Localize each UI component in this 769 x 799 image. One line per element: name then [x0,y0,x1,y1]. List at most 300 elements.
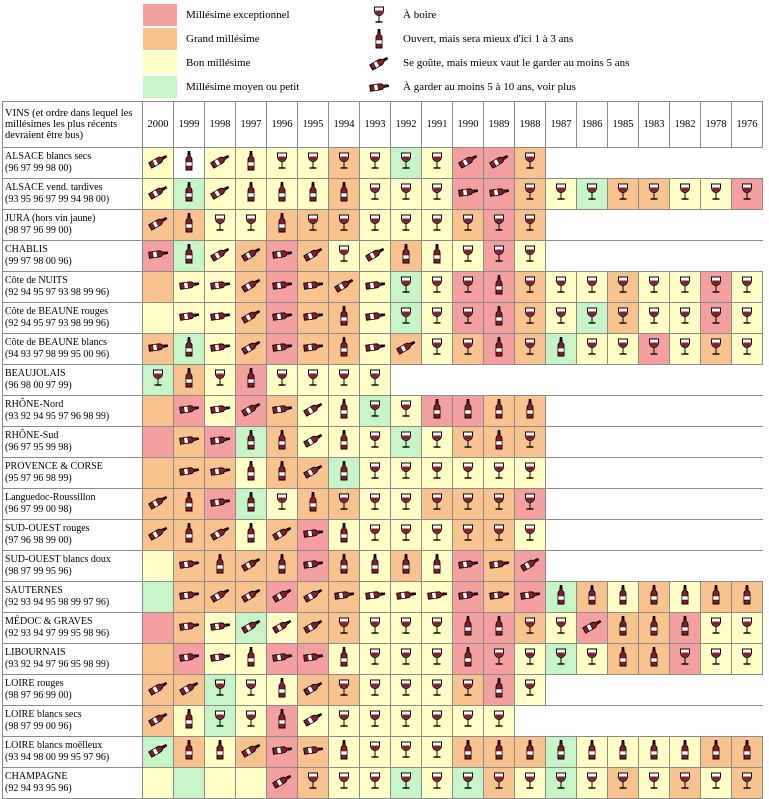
empty-cell [608,396,639,427]
vintage-cell-1995 [298,737,329,768]
bottle-upright-icon [742,739,752,761]
bottle-lying-icon [208,337,232,357]
table-row [3,334,763,365]
bottle-lying-icon [332,585,356,605]
bottle-upright-icon [680,584,690,606]
legend-moyen [143,76,299,98]
bottle-lying-icon [270,647,294,667]
region-cell [3,768,143,799]
glass-icon [741,276,753,294]
empty-cell [701,458,732,489]
vintage-cell-1999 [174,737,205,768]
vintage-cell-1978 [701,737,732,768]
bottle-upright-icon [494,739,504,761]
bottle-lying-icon [270,244,294,264]
glass-icon [679,307,691,325]
legend-label: Millésime exceptionnel [186,9,290,21]
vintage-cell-1989 [484,644,515,675]
glass-icon [400,741,412,759]
glass-icon [741,183,753,201]
region-cell [3,179,143,210]
vintage-cell-1988 [515,334,546,365]
glass-icon [555,276,567,294]
vintage-cell-1998 [205,179,236,210]
region-order: (96 97 99 98 00) [5,163,72,174]
region-cell [3,241,143,272]
empty-cell [701,520,732,551]
vintage-cell-1989 [484,675,515,706]
vintage-cell-1993 [360,582,391,613]
bottle-tilted-icon [270,616,294,636]
region-cell [3,737,143,768]
bottle-tilted-icon [487,151,511,171]
bottle-upright-icon [649,739,659,761]
bottle-upright-icon [618,739,628,761]
bottle-upright-icon [494,336,504,358]
bottle-upright-icon [649,584,659,606]
table-row [3,737,763,768]
vintage-cell-1985 [608,303,639,334]
empty-cell [577,427,608,458]
vintage-cell-1991 [422,582,453,613]
vintage-cell-1988 [515,644,546,675]
bottle-upright-icon [649,615,659,637]
empty-cell [577,706,608,737]
glass-icon [400,152,412,170]
vintage-cell-1987 [546,737,577,768]
vintage-cell-1986 [577,768,608,799]
empty-cell [577,241,608,272]
vintage-cell-1996 [267,706,298,737]
vintage-cell-2000 [143,582,174,613]
bottle-lying-icon [301,554,325,574]
vintage-cell-1993 [360,551,391,582]
empty-cell [732,520,763,551]
vintage-cell-1983 [639,644,670,675]
vintage-cell-1999 [174,179,205,210]
vintage-cell-1995 [298,179,329,210]
year-header-1982: 1982 [670,102,701,148]
empty-cell [639,365,670,396]
bottle-lying-icon [487,585,511,605]
year-header-1998: 1998 [205,102,236,148]
bottle-tilted-icon [146,709,170,729]
glass-icon [679,648,691,666]
bottle-upright-icon [277,677,287,699]
bottle-upright-icon [277,212,287,234]
bottle-tilted-icon [146,151,170,171]
region-cell [3,148,143,179]
glass-icon [586,183,598,201]
bottle-upright-icon [246,646,256,668]
glass-icon [493,245,505,263]
glass-icon [524,772,536,790]
vintage-cell-1994 [329,551,360,582]
glass-icon [400,214,412,232]
region-name: Côte de BEAUNE rouges [5,306,109,317]
legend-bon [143,52,250,74]
vintage-cell-1991 [422,551,453,582]
vintage-cell-1995 [298,458,329,489]
empty-cell [701,148,732,179]
vintage-cell-1990 [453,737,484,768]
vintage-cell-1989 [484,551,515,582]
glass-icon [400,307,412,325]
vintage-cell-1994 [329,582,360,613]
bottle-upright-icon [587,739,597,761]
vintage-cell-1994 [329,365,360,396]
bottle-tilted-icon [146,740,170,760]
empty-cell [577,551,608,582]
bottle-lying-icon [208,492,232,512]
vintage-cell-1993 [360,241,391,272]
vintage-cell-1997 [236,768,267,799]
empty-cell [670,551,701,582]
glass-icon [400,462,412,480]
year-header-1988: 1988 [515,102,546,148]
legend-label: Bon millésime [186,57,251,69]
bottle-tilted-icon [456,151,480,171]
region-name: SAUTERNES [5,585,63,596]
glass-icon [586,338,598,356]
glass-icon [493,214,505,232]
region-name: RHÔNE-Nord [5,399,64,410]
vintage-cell-1995 [298,520,329,551]
bottle-lying-icon [146,337,170,357]
vintage-cell-2000 [143,737,174,768]
vintage-cell-1993 [360,675,391,706]
vintage-cell-1989 [484,706,515,737]
vintage-cell-1996 [267,489,298,520]
vintage-cell-1987 [546,582,577,613]
vintage-cell-1994 [329,613,360,644]
vintage-cell-1997 [236,210,267,241]
vintage-cell-1988 [515,613,546,644]
empty-cell [391,365,422,396]
bottle-lying-icon [177,647,201,667]
vintage-cell-1976 [732,613,763,644]
vintage-cell-1998 [205,489,236,520]
glass-icon [586,648,598,666]
vintage-cell-1991 [422,303,453,334]
vintage-cell-1994 [329,241,360,272]
vintage-cell-1999 [174,551,205,582]
vintage-cell-1976 [732,179,763,210]
vintage-cell-1995 [298,768,329,799]
vintage-cell-1985 [608,179,639,210]
bottle-lying-icon [270,306,294,326]
empty-cell [608,365,639,396]
year-header-1996: 1996 [267,102,298,148]
vintage-cell-1999 [174,675,205,706]
vintage-cell-2000 [143,148,174,179]
glass-icon [307,369,319,387]
vintage-cell-1982 [670,272,701,303]
vintage-cell-1994 [329,458,360,489]
glass-icon [338,152,350,170]
vintage-cell-1999 [174,396,205,427]
vintage-cell-1988 [515,303,546,334]
glass-icon [741,648,753,666]
glass-icon [679,338,691,356]
glass-icon [307,152,319,170]
bottle-lying-icon [365,76,393,98]
vintage-cell-1997 [236,706,267,737]
vintage-cell-1992 [391,489,422,520]
bottle-tilted-icon [394,337,418,357]
glass-icon [648,772,660,790]
bottle-tilted-icon [239,275,263,295]
glass-icon [400,617,412,635]
vintage-cell-1991 [422,427,453,458]
bottle-lying-icon [363,337,387,357]
year-header-1987: 1987 [546,102,577,148]
glass-icon [369,462,381,480]
region-order: (92 93 94 97 99 95 98 96) [5,628,110,639]
vintage-cell-1994 [329,396,360,427]
region-order: (92 93 94 95 98 99 97 96) [5,597,110,608]
glass-icon [369,741,381,759]
vintage-cell-1994 [329,489,360,520]
glass-icon [338,679,350,697]
bottle-upright-icon [184,212,194,234]
legend-label: À garder au moins 5 à 10 ans, voir plus [403,81,576,93]
empty-cell [577,489,608,520]
glass-icon [710,276,722,294]
empty-cell [639,675,670,706]
bottle-upright-icon [308,181,318,203]
vintage-cell-1987 [546,179,577,210]
empty-cell [484,365,515,396]
region-order: (96 98 00 97 99) [5,380,72,391]
vintage-cell-1993 [360,644,391,675]
table-row [3,644,763,675]
glass-icon [524,462,536,480]
bottle-tilted-icon [580,616,604,636]
region-name: MÉDOC & GRAVES [5,616,93,627]
vintage-cell-1996 [267,613,298,644]
glass-icon [214,679,226,697]
vintage-cell-1989 [484,458,515,489]
vintage-cell-1991 [422,489,453,520]
glass-icon [710,338,722,356]
bottle-upright-icon [339,398,349,420]
empty-cell [546,210,577,241]
vintage-cell-2000 [143,644,174,675]
vintage-cell-1989 [484,272,515,303]
vintage-cell-1990 [453,427,484,458]
year-header-1989: 1989 [484,102,515,148]
header-vins: VINS (et ordre dans lequel les millésimes les plus récents devraient être bus) [3,102,143,148]
vintage-cell-1986 [577,334,608,365]
vintage-cell-1987 [546,613,577,644]
bottle-upright-icon [494,274,504,296]
vintage-cell-1994 [329,427,360,458]
table-row [3,272,763,303]
glass-icon [431,741,443,759]
region-name: BEAUJOLAIS [5,368,66,379]
bottle-upright-icon [556,739,566,761]
empty-cell [732,241,763,272]
vintage-cell-1997 [236,303,267,334]
vintage-cell-1987 [546,303,577,334]
vintage-cell-1986 [577,179,608,210]
region-cell [3,520,143,551]
vintage-cell-1998 [205,396,236,427]
glass-icon [462,679,474,697]
vintage-cell-1995 [298,241,329,272]
table-row [3,458,763,489]
vintage-cell-1988 [515,272,546,303]
vintage-cell-1988 [515,458,546,489]
bottle-tilted-icon [146,213,170,233]
glass-icon [679,772,691,790]
vintage-cell-1989 [484,613,515,644]
bottle-tilted-icon [146,182,170,202]
glass-icon [338,617,350,635]
glass-icon [400,648,412,666]
vintage-cell-1995 [298,303,329,334]
vintage-cell-1999 [174,520,205,551]
vintage-cell-1978 [701,613,732,644]
bottle-upright-icon [618,646,628,668]
vintage-cell-1995 [298,365,329,396]
empty-cell [608,210,639,241]
legend-bottle-tilted [365,52,629,74]
glass-icon [648,183,660,201]
vintage-cell-1991 [422,210,453,241]
legend-glass [365,4,436,26]
vintage-cell-1992 [391,241,422,272]
glass-icon [586,772,598,790]
empty-cell [577,675,608,706]
vintage-cell-2000 [143,675,174,706]
empty-cell [701,489,732,520]
legend-label: Grand millésime [186,33,260,45]
legend-label: Ouvert, mais sera mieux d'ici 1 à 3 ans [403,33,574,45]
glass-icon [555,307,567,325]
vintage-cell-1988 [515,427,546,458]
bottle-tilted-icon [146,492,170,512]
region-cell [3,427,143,458]
empty-cell [701,396,732,427]
vintage-cell-1995 [298,613,329,644]
vintage-cell-1998 [205,427,236,458]
vintage-cell-1997 [236,241,267,272]
vintage-cell-1978 [701,303,732,334]
vintage-cell-2000 [143,551,174,582]
vintage-cell-1998 [205,675,236,706]
bottle-upright-icon [184,181,194,203]
glass-icon [493,710,505,728]
vintage-cell-1976 [732,334,763,365]
vintage-cell-1998 [205,458,236,489]
vintage-cell-1983 [639,334,670,365]
bottle-lying-icon [208,461,232,481]
bottle-lying-icon [270,275,294,295]
table-row [3,210,763,241]
glass-icon [493,772,505,790]
glass-icon [462,772,474,790]
table-row [3,489,763,520]
vintage-cell-1997 [236,365,267,396]
vintage-cell-1992 [391,272,422,303]
vintage-cell-1997 [236,737,267,768]
region-order: (98 97 96 99 00) [5,690,72,701]
legend-label: Millésime moyen ou petit [186,81,300,93]
vintage-cell-2000 [143,179,174,210]
legend-grand [143,28,260,50]
region-cell [3,644,143,675]
vintage-cell-1995 [298,210,329,241]
vintage-cell-1990 [453,334,484,365]
vintage-cell-1985 [608,737,639,768]
bottle-tilted-icon [239,306,263,326]
empty-cell [546,148,577,179]
header-row [3,102,763,148]
bottle-tilted-icon [208,151,232,171]
year-header-1990: 1990 [453,102,484,148]
empty-cell [732,365,763,396]
glass-icon [338,214,350,232]
empty-cell [639,489,670,520]
glass-icon [338,493,350,511]
empty-cell [546,520,577,551]
glass-icon [431,462,443,480]
glass-icon [493,462,505,480]
vintage-cell-1994 [329,768,360,799]
glass-icon [369,214,381,232]
vintage-cell-1982 [670,334,701,365]
vintage-cell-1996 [267,179,298,210]
vintage-cell-1997 [236,458,267,489]
vintage-cell-1991 [422,768,453,799]
glass-icon [617,338,629,356]
empty-cell [608,148,639,179]
glass-icon [741,772,753,790]
bottle-upright-icon [339,522,349,544]
glass-icon [431,679,443,697]
vintage-cell-1992 [391,520,422,551]
empty-cell [577,520,608,551]
vintage-cell-2000 [143,706,174,737]
region-name: LOIRE blancs secs [5,709,82,720]
vintage-cell-1998 [205,334,236,365]
empty-cell [670,458,701,489]
bottle-upright-icon [556,336,566,358]
bottle-upright-icon [432,243,442,265]
bottle-lying-icon [208,647,232,667]
vintage-cell-1999 [174,148,205,179]
vintage-cell-1991 [422,675,453,706]
vintage-cell-1993 [360,210,391,241]
bottle-lying-icon [301,306,325,326]
vintage-cell-1982 [670,737,701,768]
glass-icon [462,214,474,232]
glass-icon [400,183,412,201]
glass-icon [741,338,753,356]
empty-cell [670,241,701,272]
table-row [3,768,763,799]
bottle-upright-icon [525,398,535,420]
vintage-cell-1994 [329,334,360,365]
glass-icon [710,617,722,635]
bottle-upright-icon [494,677,504,699]
bottle-lying-icon [177,461,201,481]
bottle-upright-icon [246,522,256,544]
glass-icon [369,431,381,449]
table-row [3,582,763,613]
